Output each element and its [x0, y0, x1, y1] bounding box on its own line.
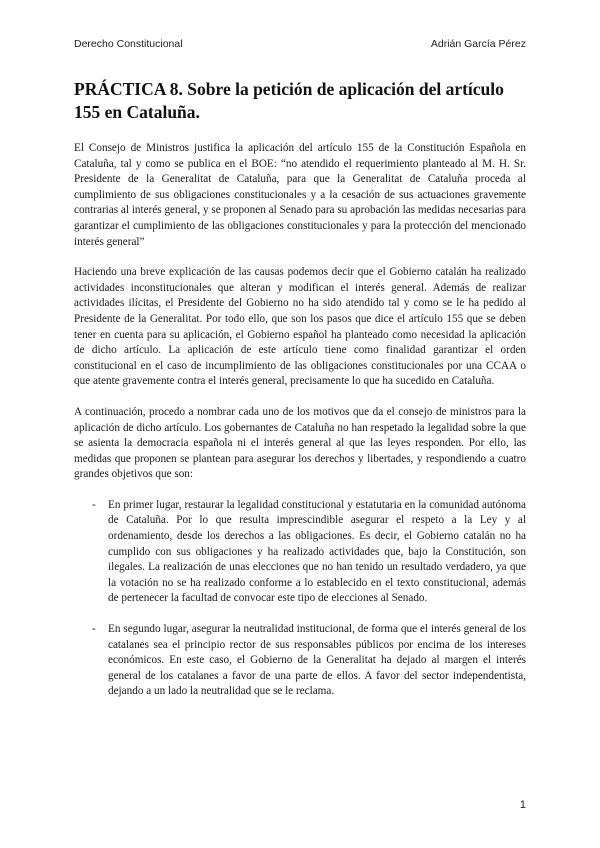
paragraph-1: El Consejo de Ministros justifica la aplicación del artículo 155 de la Constitución Española en Cataluña, tal y como se publica en el BOE: “no atendido el requerimiento planteado al M. H. Sr. Presidente de la Generalitat de Cataluña, para que la Generalitat de Cataluña proceda al cumplimiento de sus obligaciones constitucionales y a la cesación de sus actuaciones gravemente contrarias al interés general, y se proponen al Senado para su aprobación las medidas necesarias para garantizar el cumplimiento de las obligaciones constitucionales y para la protección del mencionado interés general”: [74, 142, 526, 248]
paragraph-3: A continuación, procedo a nombrar cada uno de los motivos que da el consejo de ministros para la aplicación de dicho artículo. Los gobernantes de Cataluña no han respetado la legalidad sobre la que se asienta la democracia española ni el interés general al que las leyes responden. Por ello, las medidas que proponen se plantean para asegurar los derechos y libertades, y respondiendo a cuatro grandes objetivos que son:: [74, 405, 526, 481]
list-dash: -: [92, 498, 96, 511]
list-item-text: En primer lugar, restaurar la legalidad constitucional y estatutaria en la comunidad autónoma de Cataluña. Por lo que resulta imprescindible asegurar el respeto a la Ley y al ordenamiento, desde los derechos a las obligaciones. Es decir, el Gobierno catalán no ha cumplido con sus obligaciones y ha realizado actividades que, bajo la Constitución, son ilegales. La realización de unas elecciones que no han tenido un resultado verdadero, ya que la votación no se ha realizado conforme a lo establecido en el texto constitucional, además de pertenecer la facultad de convocar este tipo de elecciones al Senado.: [108, 498, 526, 605]
list-item-text: En segundo lugar, asegurar la neutralidad institucional, de forma que el interés general de los catalanes sea el principio rector de sus responsables públicos por encima de los intereses económicos. En este caso, el Gobierno de la Generalitat ha dejado al margen el interés general de los catalanes a favor de una parte de ellos. A favor del sector independentista, dejando a un lado la neutralidad que se le reclama.: [108, 623, 526, 698]
header-author: Adrián García Pérez: [430, 38, 526, 50]
page-number: 1: [519, 799, 526, 811]
paragraph-2: Haciendo una breve explicación de las causas podemos decir que el Gobierno catalán ha realizado actividades inconstitucionales que alteran y modifican el interés general. Además de realizar actividades ilícitas, el Presidente del Gobierno no ha sido atendido tal y como se le ha pedido al Presidente de la Generalitat. Por todo ello, que son los pasos que dice el artículo 155 que se deben tener en cuenta para su aplicación, el Gobierno español ha planteado como necesidad la aplicación de dicho artículo. La aplicación de este artículo tiene como finalidad garantizar el orden constitucional en el caso de incumplimiento de las obligaciones constitucionales por una CCAA o que atente gravemente contra el interés general, precisamente lo que ha sucedido en Cataluña.: [74, 266, 526, 388]
list-dash: -: [92, 623, 96, 636]
list-item: [74, 622, 526, 700]
document-body: [74, 141, 526, 715]
header-course: Derecho Constitucional: [74, 38, 183, 50]
objectives-list: [74, 498, 526, 700]
list-item: [74, 498, 526, 607]
page-title: PRÁCTICA 8. Sobre la petición de aplicación del artículo 155 en Cataluña.: [74, 79, 504, 122]
